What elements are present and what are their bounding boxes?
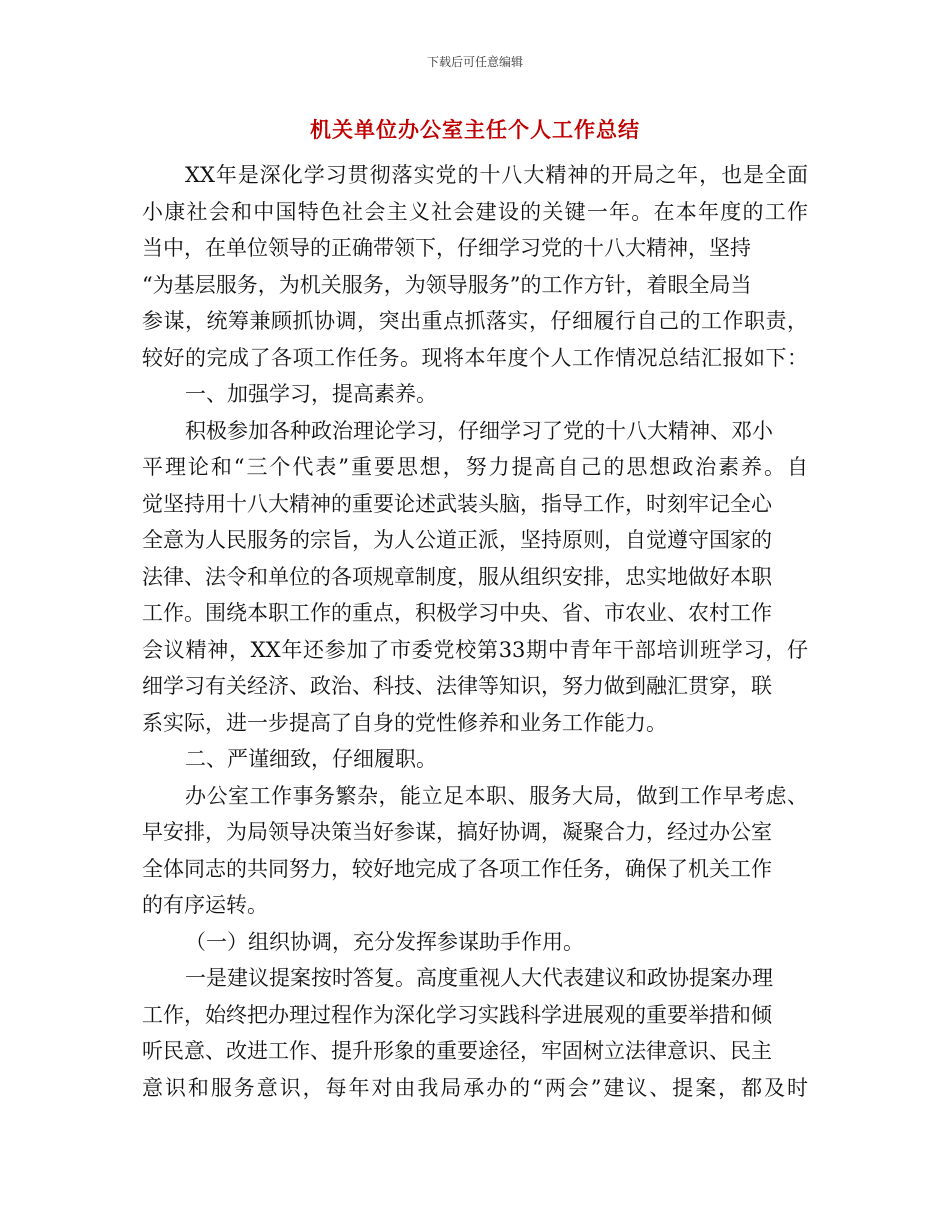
section-heading: 一、加强学习，提高素养。 [185, 382, 437, 406]
document-body [142, 157, 808, 1106]
body-line: 听民意、改进工作、提升形象的重要途径，牢固树立法律意识、民主 [142, 1039, 772, 1063]
body-line: XX年是深化学习贯彻落实党的十八大精神的开局之年，也是全面 [185, 163, 808, 187]
body-line: 积极参加各种政治理论学习，仔细学习了党的十八大精神、邓小 [185, 418, 773, 443]
body-line: 早安排，为局领导决策当好参谋，搞好协调，凝聚合力，经过办公室 [142, 820, 772, 844]
body-line: 工作。围绕本职工作的重点，积极学习中央、省、市农业、农村工作 [142, 601, 772, 625]
body-line: 一是建议提案按时答复。高度重视人大代表建议和政协提案办理 [185, 966, 773, 990]
body-line: 全体同志的共同努力，较好地完成了各项工作任务，确保了机关工作 [142, 856, 772, 881]
header-note: 下载后可任意编辑 [426, 55, 523, 69]
body-line: “为基层服务，为机关服务，为领导服务”的工作方针，着眼全局当 [142, 272, 752, 297]
body-line: 全意为人民服务的宗旨，为人公道正派，坚持原则，自觉遵守国家的 [142, 528, 772, 552]
body-line: 小康社会和中国特色社会主义社会建设的关键一年。在本年度的工作 [142, 199, 808, 224]
body-line: 法律、法令和单位的各项规章制度，服从组织安排，忠实地做好本职 [142, 564, 772, 589]
body-line: 系实际，进一步提高了自身的党性修养和业务工作能力。 [142, 710, 667, 735]
body-line: 的有序运转。 [142, 893, 268, 917]
body-line: 细学习有关经济、政治、科技、法律等知识，努力做到融汇贯穿，联 [142, 674, 772, 698]
body-line: 参谋，统筹兼顾抓协调，突出重点抓落实，仔细履行自己的工作职责， [142, 309, 808, 333]
subsection-heading: （一）组织协调，充分发挥参谋助手作用。 [185, 929, 584, 954]
body-line: 当中，在单位领导的正确带领下，仔细学习党的十八大精神，坚持 [142, 236, 751, 260]
section-heading: 二、严谨细致，仔细履职。 [185, 747, 437, 771]
body-line: 平理论和“三个代表”重要思想，努力提高自己的思想政治素养。自 [142, 455, 808, 479]
body-line: 意识和服务意识，每年对由我局承办的“两会”建议、提案，都及时 [142, 1075, 808, 1100]
body-line: 办公室工作事务繁杂，能立足本职、服务大局，做到工作早考虑、 [185, 783, 808, 808]
body-line: 觉坚持用十八大精神的重要论述武装头脑，指导工作，时刻牢记全心 [142, 491, 772, 516]
body-line: 较好的完成了各项工作任务。现将本年度个人工作情况总结汇报如下： [142, 345, 808, 370]
body-line: 工作，始终把办理过程作为深化学习实践科学进展观的重要举措和倾 [142, 1002, 772, 1027]
document-title: 机关单位办公室主任个人工作总结 [310, 118, 640, 142]
body-line: 会议精神，XX年还参加了市委党校第33期中青年干部培训班学习，仔 [142, 637, 808, 662]
